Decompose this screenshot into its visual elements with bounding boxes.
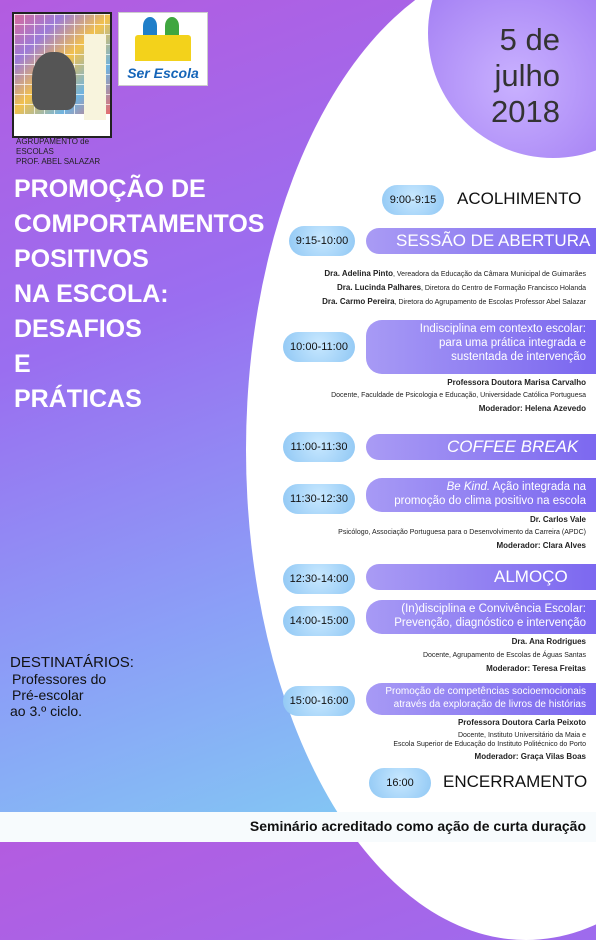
person-icon	[165, 17, 179, 35]
speaker-line	[337, 283, 586, 293]
school-logo	[12, 12, 112, 138]
speaker-affiliation: Psicólogo, Associação Portuguesa para o Desenvolvimento da Carreira (APDC)	[338, 529, 586, 536]
affiliation-line: Docente, Instituto Universitário da Maia e	[457, 732, 586, 739]
session-acolhimento: ACOLHIMENTO	[457, 189, 582, 208]
speaker-line	[324, 269, 586, 279]
speaker-role: , Vereadora da Educação da Câmara Municipal de Guimarães	[393, 271, 586, 278]
school-name-line1: AGRUPAMENTO de ESCOLAS	[16, 137, 90, 156]
speaker-name-text: Professora Doutora Marisa Carvalho	[447, 378, 586, 387]
date-year: 2018	[491, 94, 560, 129]
time-badge: 14:00-15:00	[283, 606, 355, 636]
speaker-name: Dra. Lucinda Palhares	[337, 283, 422, 292]
speaker-name	[447, 378, 586, 388]
speaker-affiliation: Docente, Faculdade de Psicologia e Educação, Universidade Católica Portuguesa	[331, 392, 586, 399]
title-line: através da exploração de livros de histórias	[393, 699, 586, 710]
session-encerramento: ENCERRAMENTO	[443, 772, 588, 791]
session-abertura: SESSÃO DE ABERTURA	[396, 231, 591, 250]
time-badge: 15:00-16:00	[283, 686, 355, 716]
time-badge: 9:00-9:15	[382, 185, 444, 215]
speaker-name	[530, 515, 586, 525]
date-day: 5 de	[499, 22, 560, 57]
signature-strip	[84, 34, 106, 120]
person-icon	[143, 17, 157, 35]
session-coffee-break: COFFEE BREAK	[447, 437, 579, 456]
speaker-line	[322, 297, 586, 307]
speaker-name-text: Dr. Carlos Vale	[529, 515, 586, 524]
moderator	[496, 541, 586, 551]
title-line	[394, 480, 586, 494]
title-line: NA ESCOLA:	[14, 280, 169, 308]
speaker-role: , Diretora do Centro de Formação Francisco Holanda	[421, 285, 586, 292]
title-italic: Be Kind.	[446, 481, 491, 493]
speaker-name: Dra. Carmo Pereira	[322, 297, 395, 306]
speaker-name-text: Professora Doutora Carla Peixoto	[457, 718, 586, 727]
speaker-name: Dra. Adelina Pinto	[324, 269, 393, 278]
ser-escola-text: Ser Escola	[127, 65, 199, 81]
title-line: Promoção de competências socioemocionais	[385, 686, 586, 697]
title-line: Prevenção, diagnóstico e intervenção	[394, 617, 586, 629]
affiliation-line: Escola Superior de Educação do Instituto Politécnico do Porto	[393, 741, 586, 748]
speaker-affiliation: Docente, Agrupamento de Escolas de Águas Santas	[422, 652, 586, 659]
moderator-text: Moderador: Helena Azevedo	[478, 404, 586, 413]
speaker-role: , Diretora do Agrupamento de Escolas Professor Abel Salazar	[394, 299, 586, 306]
title-rest: Ação integrada na	[490, 481, 586, 493]
audience-line: Professores do	[12, 671, 107, 687]
title-line: para uma prática integrada e	[438, 337, 586, 349]
session-title	[394, 480, 586, 508]
audience	[10, 655, 134, 719]
school-name-line2: PROF. ABEL SALAZAR	[16, 157, 101, 166]
moderator-text: Moderador: Clara Alves	[496, 541, 586, 550]
speaker-affiliation	[393, 731, 586, 749]
date-month: julho	[494, 58, 560, 93]
book-icon	[135, 35, 191, 61]
title-line: promoção do clima positivo na escola	[394, 495, 586, 507]
time-badge: 10:00-11:00	[283, 332, 355, 362]
title-line: COMPORTAMENTOS	[14, 210, 265, 238]
accreditation-note: Seminário acreditado como ação de curta duração	[249, 818, 586, 834]
time-badge: 16:00	[369, 768, 431, 798]
moderator-text: Moderador: Graça Vilas Boas	[474, 752, 586, 761]
speaker-name	[458, 718, 586, 728]
title-line: POSITIVOS	[14, 245, 149, 273]
title-line: E	[14, 350, 31, 378]
speaker-name-text: Dra. Ana Rodrigues	[511, 637, 586, 646]
title-line: (In)disciplina e Convivência Escolar:	[401, 603, 586, 615]
school-name	[16, 137, 126, 167]
event-title	[14, 172, 264, 417]
ser-escola-logo	[118, 12, 208, 86]
moderator	[475, 752, 586, 762]
session-title	[385, 685, 586, 711]
time-badge: 9:15-10:00	[289, 226, 355, 256]
session-almoco: ALMOÇO	[494, 567, 568, 586]
session-title	[394, 602, 586, 630]
moderator-text: Moderador: Teresa Freitas	[486, 664, 586, 673]
time-badge: 11:30-12:30	[283, 484, 355, 514]
event-date	[491, 22, 560, 130]
audience-heading: DESTINATÁRIOS:	[10, 654, 134, 671]
speaker-name	[512, 637, 586, 647]
time-badge: 12:30-14:00	[283, 564, 355, 594]
title-line: PRÁTICAS	[14, 385, 142, 413]
moderator	[479, 404, 586, 414]
time-badge: 11:00-11:30	[283, 432, 355, 462]
title-line: sustentada de intervenção	[451, 351, 586, 363]
session-title	[420, 322, 586, 364]
audience-line: ao 3.º ciclo.	[10, 703, 83, 719]
audience-line: Pré-escolar	[12, 687, 84, 703]
moderator	[486, 664, 586, 674]
portrait-figure	[32, 52, 76, 110]
title-line: PROMOÇÃO DE	[14, 175, 206, 203]
title-line: DESAFIOS	[14, 315, 142, 343]
title-line: Indisciplina em contexto escolar:	[419, 323, 586, 335]
